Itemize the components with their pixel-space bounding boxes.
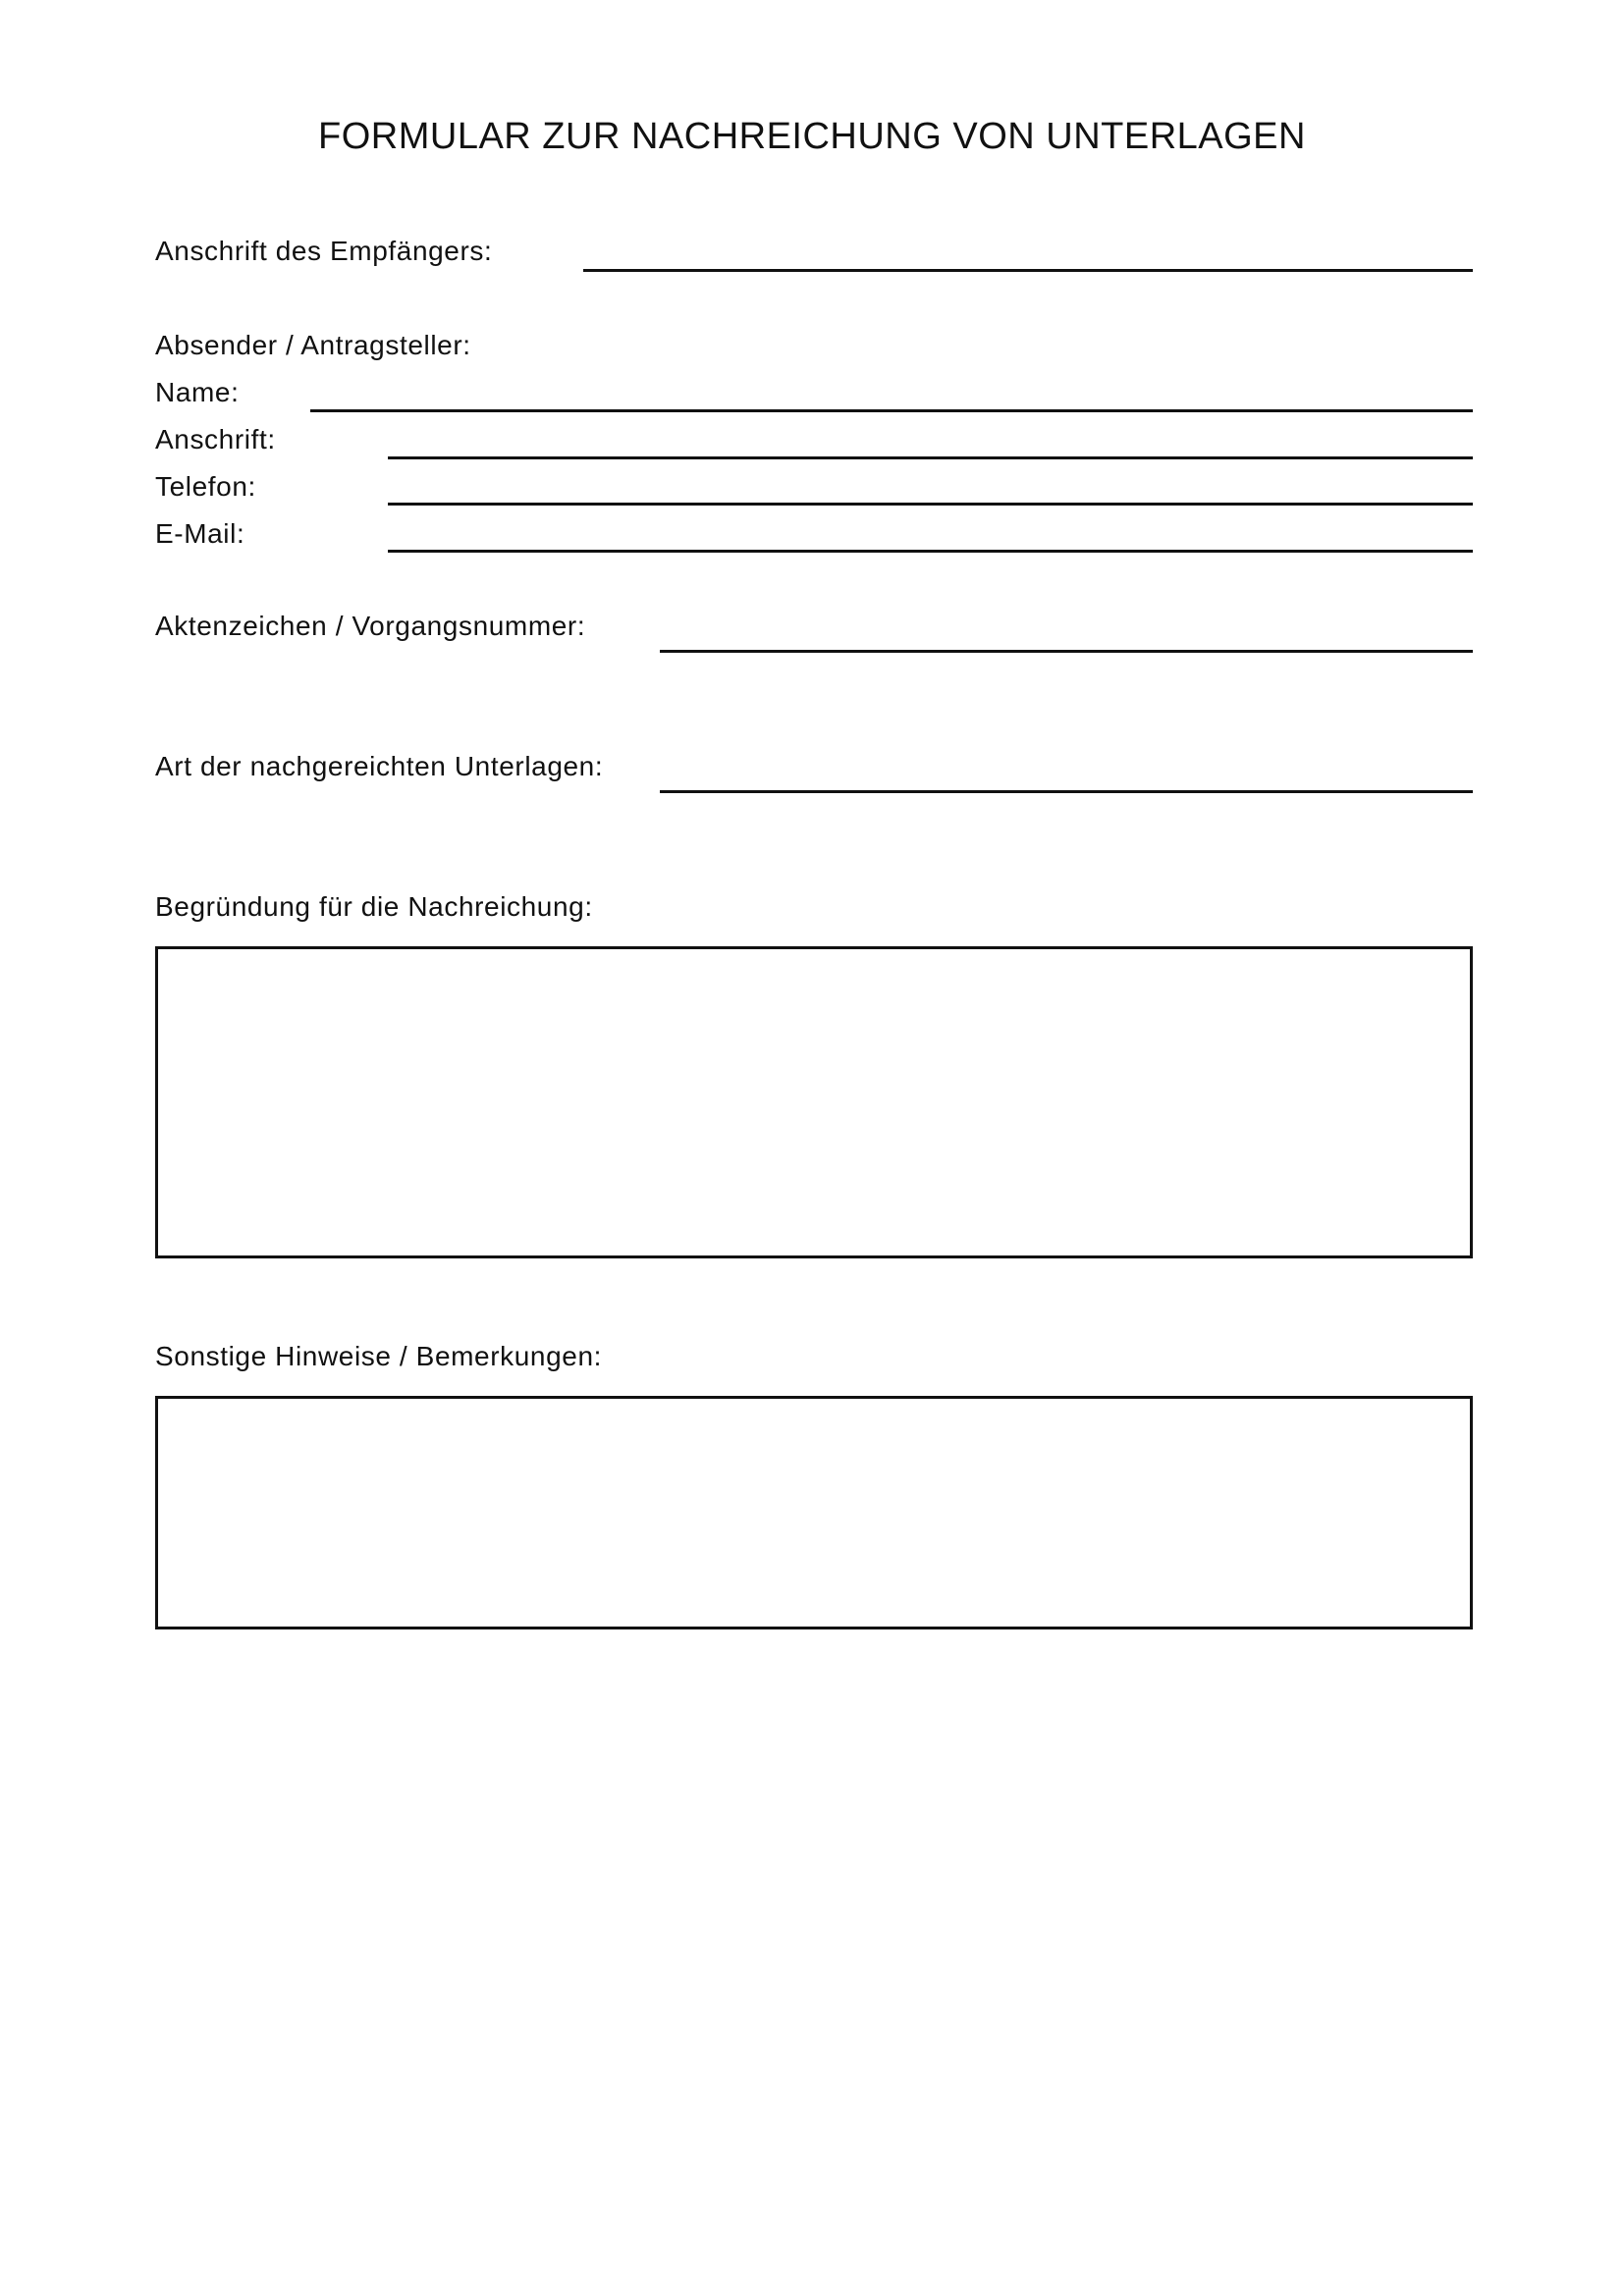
address-field[interactable]	[388, 456, 1473, 459]
phone-field[interactable]	[388, 503, 1473, 506]
email-field[interactable]	[388, 550, 1473, 553]
reference-label: Aktenzeichen / Vorgangsnummer:	[155, 611, 586, 641]
sender-heading: Absender / Antragsteller:	[155, 330, 471, 360]
name-label: Name:	[155, 377, 240, 407]
address-label: Anschrift:	[155, 424, 276, 454]
reference-field[interactable]	[660, 650, 1473, 653]
recipient-field[interactable]	[583, 269, 1473, 272]
email-label: E-Mail:	[155, 518, 245, 549]
name-field[interactable]	[310, 409, 1473, 412]
documents-label: Art der nachgereichten Unterlagen:	[155, 751, 604, 781]
page-title: FORMULAR ZUR NACHREICHUNG VON UNTERLAGEN	[318, 116, 1306, 157]
phone-label: Telefon:	[155, 471, 256, 502]
remarks-textbox[interactable]	[155, 1396, 1473, 1629]
documents-field[interactable]	[660, 790, 1473, 793]
reason-label: Begründung für die Nachreichung:	[155, 891, 593, 922]
recipient-label: Anschrift des Empfängers:	[155, 236, 493, 266]
remarks-label: Sonstige Hinweise / Bemerkungen:	[155, 1341, 602, 1371]
reason-textbox[interactable]	[155, 946, 1473, 1258]
